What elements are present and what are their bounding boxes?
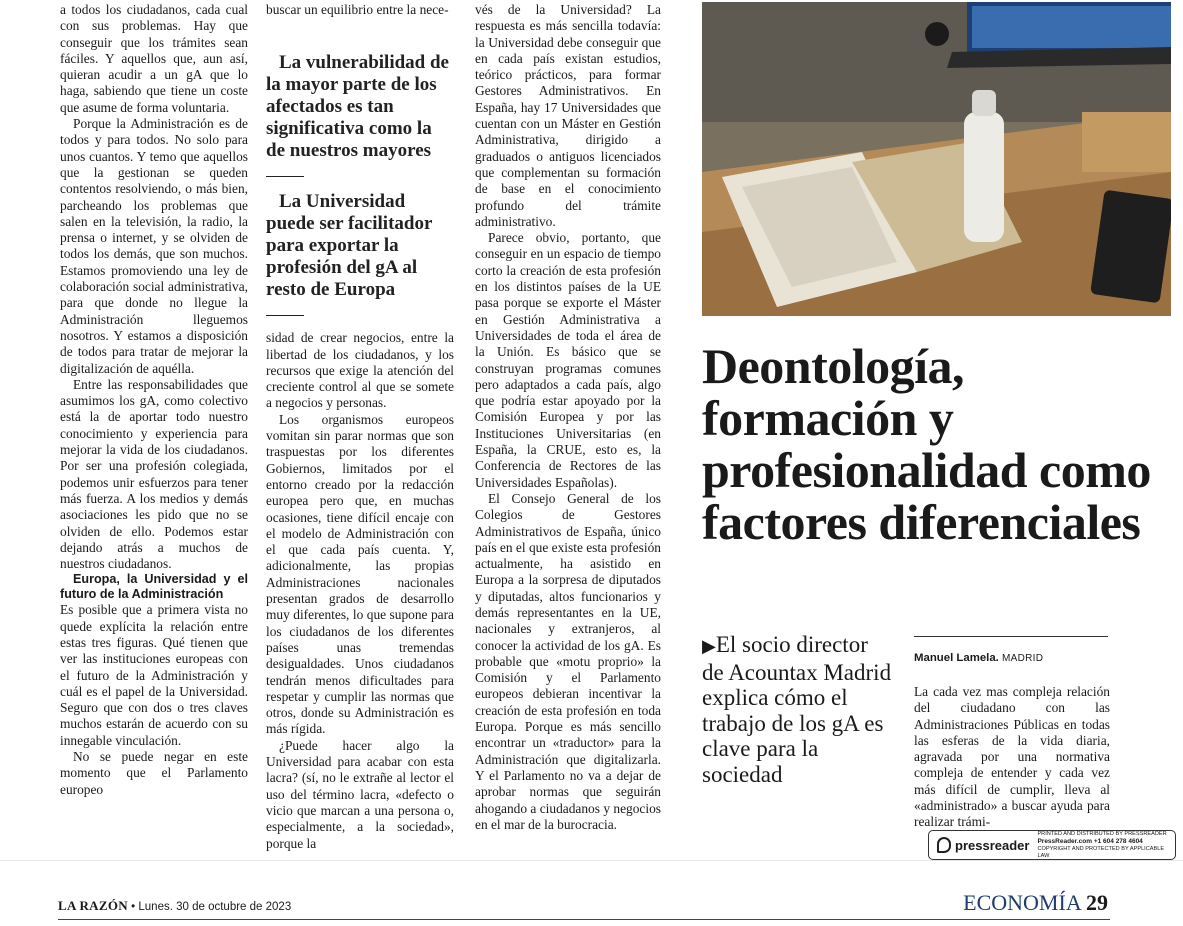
- divider: [266, 315, 304, 316]
- footer-rule: [58, 919, 1110, 920]
- paragraph: La cada vez mas compleja relación del ciudadano con las Administraciones Públicas en todas las esferas de la vida diaria, agravada por una normativa compleja de entender y cada vez más difícil de cumplir, lleva al «administrado» a buscar ayuda para realizar trámi-: [914, 684, 1110, 830]
- byline: [914, 652, 1108, 664]
- pressreader-notice: [1037, 831, 1175, 860]
- byline-city: MADRID: [1002, 653, 1044, 664]
- pressreader-icon: [937, 837, 951, 853]
- byline-rule: [914, 636, 1108, 637]
- page-number: 29: [1086, 890, 1108, 915]
- paragraph: Los organismos europeos vomitan sin parar normas que son traspuestas por los diferentes Gobiernos, limitados por el entorno creado por la redacción europea pero que, en muchas ocasiones, tiene difícil encaje con el modelo de Administración con el que cada país cuenta. Y, adicionalmente, las propias Administraciones nacionales presentan grados de desarrollo muy diferentes, lo que supone para los ciudadanos de los diferentes países unas tremendas desigualdades. Unos ciudadanos tendrán menos dificultades para respetar y cumplir las normas que otros, donde su Administración es más rígida.: [266, 411, 454, 737]
- section-name: ECONOMÍA: [963, 890, 1081, 915]
- folio-right: [963, 890, 1108, 916]
- pull-quote: La vulnerabilidad de la mayor parte de los afectados es tan significativa como la de nuestros mayores: [266, 52, 449, 162]
- spacer: [266, 18, 304, 38]
- article-photo: [702, 2, 1171, 316]
- author-name: Manuel Lamela.: [914, 652, 999, 664]
- pull-quote: La Universidad puede ser facilitador para exportar la profesión del gA al resto de Europa: [266, 191, 433, 301]
- article-column-4: [914, 684, 1110, 831]
- photo-illustration: [702, 2, 1171, 316]
- issue-date: Lunes. 30 de octubre de 2023: [138, 901, 292, 913]
- paragraph: vés de la Universidad? La respuesta es más sencilla todavía: la Universidad debe conseguir que en cada país existan estudios, teórico prácticos, para formar Gestores Administrativos. En España, hay 17 Universidades que cuentan con un Máster en Gestión Administrativa, dirigido a graduados o antiguos licenciados que complementan su formación de base en el conocimiento profundo del trámite administrativo.: [475, 2, 661, 229]
- paragraph: Porque la Administración es de todos y para todos. No solo para unos cuantos. Y temo que aquellos que la gestionan se queden contentos resolviendo, o más bien, parcheando los problemas que salen en la televisión, la radio, la prensa o internet, y se olviden de todos los demás, que son muchos. Estamos promoviendo una ley de colaboración social administrativa, para que donde no llegue la Administración lleguemos nosotros. Y estamos a disposición de todos para tratar de mejorar la digitalización de aquélla.: [60, 116, 248, 376]
- paragraph: a todos los ciudadanos, cada cual con sus problemas. Hay que conseguir que los trámites sean fáciles. Y aquellos que, aun así, quieran acudir a un gA que lo haga, sabiendo que tiene un coste que asume de forma voluntaria.: [60, 2, 248, 115]
- article-column-3: [475, 2, 661, 833]
- paragraph: buscar un equilibrio entre la nece-: [266, 2, 449, 17]
- divider: [266, 176, 304, 177]
- article-column-1: [60, 2, 248, 798]
- page-gap: [0, 860, 1183, 861]
- notice-line: COPYRIGHT AND PROTECTED BY APPLICABLE LAW: [1037, 845, 1165, 859]
- triangle-bullet-icon: ▶: [702, 636, 716, 656]
- paragraph: ¿Puede hacer algo la Universidad para acabar con esta lacra? (sí, no le extrañe al lector el uso del término lacra, «defecto o vicio que marcan a una persona o, especialmente, a la sociedad», porque la: [266, 737, 454, 851]
- paragraph: Parece obvio, portanto, que conseguir en un espacio de tiempo corto la creación de esta profesión en los distintos países de la UE pasa porque se exporte el Máster en Gestión Administrativa a Universidades de toda el área de la Unión. Es básico que se construyan programas comunes pero adaptados a cada país, algo que podría estar apoyado por la Comisión Europea y por las Instituciones Universitarias (en España, la CRUE, esto es, la Conferencia de Rectores de las Universidades Españolas).: [475, 230, 661, 490]
- paragraph: Es posible que a primera vista no quede explícita la relación entre estas tres figuras. Qué tienen que ver las instituciones europeas con el futuro de la Administración y cuál es el papel de la Universidad. Seguro que con dos o tres claves muchos estarán de acuerdo con su innegable vinculación.: [60, 602, 248, 748]
- paragraph: El Consejo General de los Colegios de Gestores Administrativos de España, único país en el que existe esta profesión actualmente, ha asistido en Europa a la sorpresa de diputados y diputadas, altos funcionarios y demás representantes en la UE, nacionales y extranjeros, al conocer la actividad de los gA. Es probable que «motu proprio» la Comisión y el Parlamento europeos debieran incentivar la creación de esta profesión en toda Europa. Porque es más sencillo encontrar un «traductor» para la Administración que digitalizarla. Y el Parlamento no va a dejar de aprobar normas que seguirán ahogando a ciudadanos y negocios en el mar de la burocracia.: [475, 490, 661, 832]
- pressreader-logo: [937, 837, 1029, 853]
- subheading: Europa, la Universidad y el futuro de la Administración: [60, 572, 248, 602]
- pressreader-badge[interactable]: [928, 830, 1176, 860]
- deck-text: El socio director de Acountax Madrid explica cómo el trabajo de los gA es clave para la sociedad: [702, 632, 892, 787]
- deck: [702, 632, 892, 787]
- notice-line: PressReader.com +1 604 278 4604: [1037, 837, 1143, 845]
- paragraph: sidad de crear negocios, entre la libertad de los ciudadanos, y los recursos que exige la atención del creciente control al que se somete a negocios y personas.: [266, 330, 454, 411]
- pressreader-brand: pressreader: [955, 837, 1030, 853]
- article-column-2: [266, 2, 454, 852]
- headline: Deontología, formación y profesionalidad como factores diferenciales: [702, 338, 1151, 550]
- newspaper-name: LA RAZÓN: [58, 898, 128, 913]
- paragraph: Entre las responsabilidades que asumimos los gA, como colectivo está la de aportar todo nuestro conocimiento y experiencia para mejorar la vida de los ciudadanos. Por ser una profesión colegiada, podemos unir esfuerzos para tener más fuerza. A los medios y demás asociaciones les pido que no se olviden de ello. Podemos estar dejando atrás a muchos de nuestros ciudadanos.: [60, 376, 248, 572]
- paragraph: No se puede negar en este momento que el Parlamento europeo: [60, 749, 248, 797]
- folio-left: [58, 898, 291, 914]
- laptop-icon: [947, 2, 1171, 68]
- notice-line: PRINTED AND DISTRIBUTED BY PRESSREADER: [1037, 830, 1167, 837]
- folio-bullet: •: [131, 901, 136, 913]
